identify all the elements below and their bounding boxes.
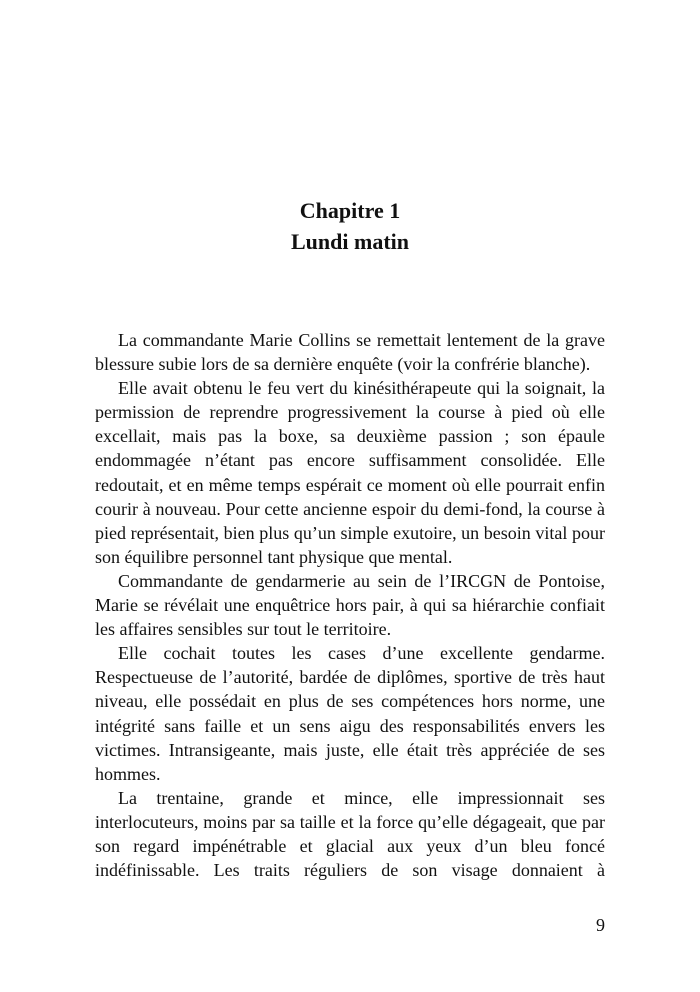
page-number: 9 [596,915,605,935]
paragraph: Elle avait obtenu le feu vert du kinésithérapeute qui la soignait, la permission de reprendre progressivement la course à pied où elle excellait, mais pas la boxe, sa deuxième passion ; son épaule endommagée n’étant pas encore suffisamment consolidée. Elle redoutait, et en même temps espérait ce moment où elle pourrait enfin courir à nouveau. Pour cette ancienne espoir du demi-fond, la course à pied représentait, bien plus qu’un simple exutoire, un besoin vital pour son équilibre personnel tant physique que mental. [95,378,605,567]
chapter-body [95,328,605,882]
chapter-title: Lundi matin [291,229,409,254]
paragraph: La commandante Marie Collins se remettait lentement de la grave blessure subie lors de sa dernière enquête (voir la confrérie blanche). [95,330,605,375]
paragraph: Elle cochait toutes les cases d’une excellente gendarme. Respectueuse de l’autorité, bardée de diplômes, sportive de très haut niveau, elle possédait en plus de ses compétences hors norme, une intégrité sans faille et un sens aigu des responsabilités envers les victimes. Intransigeante, mais juste, elle était très appréciée de ses hommes. [95,643,605,784]
paragraph: Commandante de gendarmerie au sein de l’IRCGN de Pontoise, Marie se révélait une enquêtrice hors pair, à qui sa hiérarchie confiait les affaires sensibles sur tout le territoire. [95,570,605,640]
paragraph: La trentaine, grande et mince, elle impressionnait ses interlocuteurs, moins par sa taille et la force qu’elle dégageait, que par son regard impénétrable et glacial aux yeux d’un bleu foncé indéfinissable. Les traits réguliers de son visage donnaient à [95,787,605,881]
chapter-number: Chapitre 1 [299,198,401,223]
